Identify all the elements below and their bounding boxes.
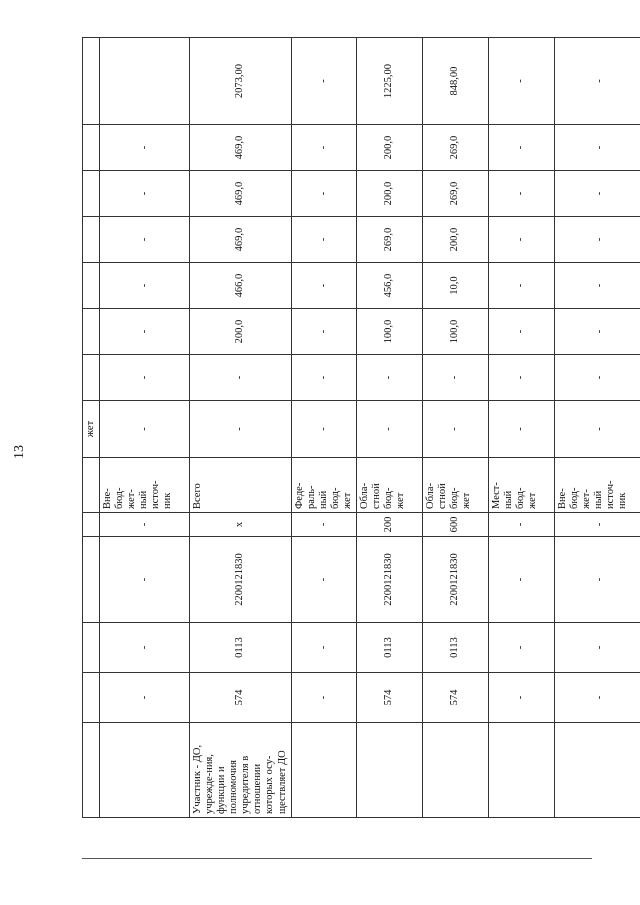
table-cell <box>83 263 100 309</box>
table-cell <box>83 513 100 537</box>
table-cell: 456,0 <box>356 263 422 309</box>
table-cell: - <box>291 355 356 401</box>
table-cell: - <box>291 263 356 309</box>
participant-cell <box>356 723 422 818</box>
table-cell: - <box>190 355 292 401</box>
table-cell <box>83 355 100 401</box>
source-cell: Вне- бюд- жет- ный источ- ник <box>554 458 640 513</box>
table-cell: 469,0 <box>190 125 292 171</box>
budget-table <box>82 37 640 818</box>
table-cell <box>83 171 100 217</box>
table-cell: - <box>356 401 422 458</box>
table-cell <box>83 217 100 263</box>
table-cell: - <box>422 401 488 458</box>
table-row <box>554 38 640 818</box>
participant-cell <box>291 723 356 818</box>
table-cell: - <box>291 401 356 458</box>
table-cell: - <box>554 401 640 458</box>
table-cell: - <box>554 38 640 125</box>
table-cell: - <box>488 513 554 537</box>
table-cell: 600 <box>422 513 488 537</box>
table-body <box>83 38 640 818</box>
table-cell: 100,0 <box>356 309 422 355</box>
table-cell <box>100 38 190 125</box>
table-cell: 200,0 <box>356 125 422 171</box>
table-cell: 848,00 <box>422 38 488 125</box>
table-cell: - <box>488 401 554 458</box>
table-cell: 466,0 <box>190 263 292 309</box>
table-cell <box>83 623 100 673</box>
table-cell: - <box>291 309 356 355</box>
table-row <box>100 38 190 818</box>
table-cell: - <box>100 673 190 723</box>
table-row <box>291 38 356 818</box>
table-cell: - <box>100 513 190 537</box>
table-cell: 200,0 <box>422 217 488 263</box>
table-cell: - <box>100 125 190 171</box>
table-cell: - <box>100 217 190 263</box>
table-row <box>83 38 100 818</box>
table-cell: - <box>554 217 640 263</box>
table-cell: - <box>488 537 554 623</box>
source-cell: Мест- ный бюд- жет <box>488 458 554 513</box>
table-cell: 269,0 <box>422 171 488 217</box>
table-cell: - <box>100 309 190 355</box>
table-cell: - <box>356 355 422 401</box>
table-cell: - <box>488 38 554 125</box>
table-cell: - <box>554 513 640 537</box>
table-cell: - <box>488 673 554 723</box>
table-cell: - <box>100 355 190 401</box>
table-cell <box>83 38 100 125</box>
table-cell: - <box>100 623 190 673</box>
table-cell: 2073,00 <box>190 38 292 125</box>
table-cell: 2200121830 <box>356 537 422 623</box>
table-cell <box>83 309 100 355</box>
page-number: 13 <box>12 445 27 459</box>
table-cell: - <box>100 401 190 458</box>
table-cell: - <box>488 309 554 355</box>
footer-rule <box>82 858 592 859</box>
table-cell: 200,0 <box>356 171 422 217</box>
table-cell: x <box>190 513 292 537</box>
table-cell: - <box>488 355 554 401</box>
table-cell: - <box>554 171 640 217</box>
table-cell: 10,0 <box>422 263 488 309</box>
table-cell: 2200121830 <box>422 537 488 623</box>
table-cell: 574 <box>356 673 422 723</box>
participant-cell <box>100 723 190 818</box>
table-cell: - <box>554 537 640 623</box>
table-cell: - <box>100 537 190 623</box>
table-cell <box>83 125 100 171</box>
table-cell: - <box>488 217 554 263</box>
table-cell: жет <box>83 401 100 458</box>
table-cell: 469,0 <box>190 171 292 217</box>
table-cell: - <box>554 355 640 401</box>
table-cell: - <box>554 623 640 673</box>
table-cell: 200 <box>356 513 422 537</box>
table-cell: - <box>291 217 356 263</box>
table-cell: - <box>291 673 356 723</box>
table-cell: 0113 <box>422 623 488 673</box>
table-cell: 1225,00 <box>356 38 422 125</box>
source-cell: Обла- стной бюд- жет <box>356 458 422 513</box>
table-cell: - <box>488 171 554 217</box>
table-cell: - <box>488 263 554 309</box>
source-cell: Феде- раль- ный бюд- жет <box>291 458 356 513</box>
table-cell <box>83 673 100 723</box>
table-cell: 200,0 <box>190 309 292 355</box>
participant-cell <box>83 723 100 818</box>
table-row <box>356 38 422 818</box>
table-row <box>190 38 292 818</box>
table-cell: - <box>291 171 356 217</box>
table-cell: - <box>554 125 640 171</box>
table-cell: 469,0 <box>190 217 292 263</box>
table-cell: - <box>291 125 356 171</box>
table-cell: 2200121830 <box>190 537 292 623</box>
table-cell: - <box>100 263 190 309</box>
table-cell: - <box>291 38 356 125</box>
table-row <box>422 38 488 818</box>
participant-cell <box>554 723 640 818</box>
source-cell <box>83 458 100 513</box>
table-row <box>488 38 554 818</box>
budget-table-wrapper <box>82 38 629 818</box>
table-cell: - <box>554 673 640 723</box>
table-cell: - <box>190 401 292 458</box>
table-cell: - <box>554 263 640 309</box>
table-cell: - <box>291 513 356 537</box>
source-cell: Всего <box>190 458 292 513</box>
table-cell: - <box>100 171 190 217</box>
table-cell: - <box>488 623 554 673</box>
table-cell: 574 <box>190 673 292 723</box>
table-cell: 0113 <box>190 623 292 673</box>
table-cell: - <box>291 537 356 623</box>
table-cell: 0113 <box>356 623 422 673</box>
table-cell: - <box>422 355 488 401</box>
table-cell: 269,0 <box>422 125 488 171</box>
participant-cell <box>422 723 488 818</box>
table-cell: 100,0 <box>422 309 488 355</box>
source-cell: Вне- бюд- жет- ный источ- ник <box>100 458 190 513</box>
table-cell: 269,0 <box>356 217 422 263</box>
table-cell: - <box>488 125 554 171</box>
source-cell: Обла- стной бюд- жет <box>422 458 488 513</box>
table-cell: - <box>554 309 640 355</box>
participant-cell <box>488 723 554 818</box>
table-cell: 574 <box>422 673 488 723</box>
table-cell: - <box>291 623 356 673</box>
participant-cell: Участник - ДО, учрежде-ния, функции и полномочия учредителя в отношении которых осу-ществляет ДО <box>190 723 292 818</box>
table-cell <box>83 537 100 623</box>
